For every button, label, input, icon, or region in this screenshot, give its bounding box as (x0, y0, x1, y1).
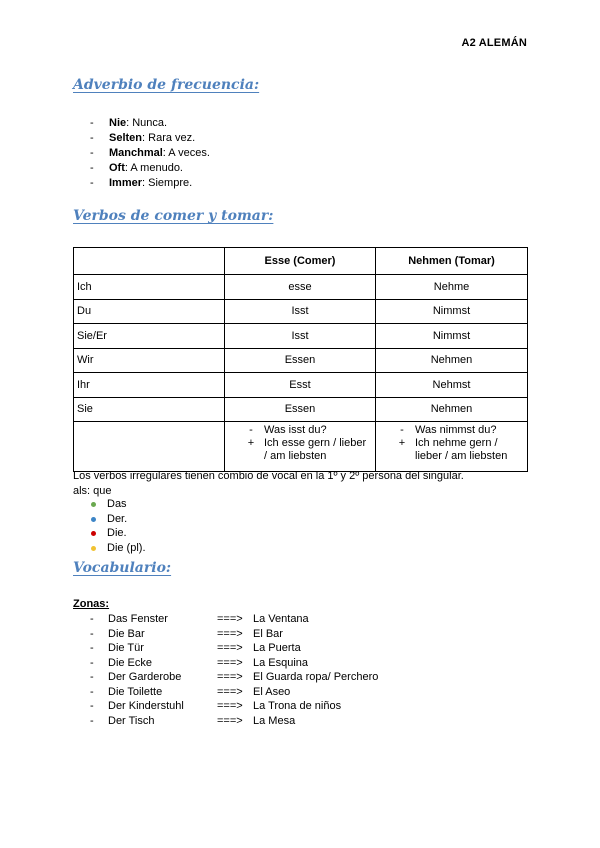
arrow-text: ===> (217, 700, 243, 712)
spanish-word: El Guarda ropa/ Perchero (253, 671, 379, 683)
note-item (397, 437, 524, 463)
note-mark: - (249, 424, 253, 436)
vocabulary-heading: Vocabulario: (73, 560, 172, 576)
note-text: Ich esse gern / lieber / am liebsten (264, 437, 367, 462)
note-item (246, 424, 372, 437)
pronoun-cell: Sie (74, 397, 225, 422)
pronoun-cell: Ich (74, 275, 225, 300)
list-item-meaning: : A menudo. (124, 162, 183, 174)
german-word: Der Garderobe (108, 671, 182, 683)
list-item-meaning: : Rara vez. (142, 132, 196, 144)
list-item (90, 161, 210, 176)
pronoun-cell: Du (74, 299, 225, 324)
table-row (74, 348, 528, 373)
table-header-cell: Nehmen (Tomar) (376, 248, 528, 275)
esse-cell: Esst (225, 373, 376, 398)
note-text: Was isst du? (264, 424, 327, 436)
table-row (74, 373, 528, 398)
esse-cell: Isst (225, 324, 376, 349)
esse-cell: Essen (225, 397, 376, 422)
table-row (74, 324, 528, 349)
arrow-text: ===> (217, 685, 243, 698)
nehmen-cell: Nimmst (376, 324, 528, 349)
arrow-text: ===> (217, 642, 243, 654)
nehmen-notes-cell (376, 422, 528, 472)
spanish-word: El Bar (253, 627, 283, 640)
list-item (90, 146, 210, 161)
german-word: Die Bar (108, 627, 145, 640)
list-item (90, 497, 146, 512)
arrow-text: ===> (217, 627, 243, 640)
article-label: Die (pl). (107, 541, 146, 554)
nehmen-cell: Nehmen (376, 397, 528, 422)
frequency-list (90, 116, 210, 191)
als-label: als: que (73, 485, 112, 497)
note-mark: + (247, 437, 255, 449)
note-item (397, 424, 524, 437)
esse-cell: Isst (225, 299, 376, 324)
list-item-term: Nie (109, 117, 127, 129)
list-item-meaning: : Siempre. (142, 177, 193, 189)
table-row (74, 275, 528, 300)
list-item-term: Oft (109, 162, 125, 174)
german-word: Der Tisch (108, 714, 155, 727)
blue-dot-icon (91, 517, 96, 522)
note-mark: - (400, 424, 404, 436)
german-word: Die Ecke (108, 656, 153, 669)
note-mark: + (398, 437, 406, 449)
list-item (90, 526, 146, 541)
spanish-word: La Ventana (253, 613, 309, 625)
list-item (90, 176, 210, 191)
list-item-term: Manchmal (109, 147, 163, 159)
esse-cell: Essen (225, 348, 376, 373)
irregular-note: Los verbos irregulares tienen combio de vocal en la 1º y 2º persona del singular. (73, 470, 464, 482)
green-dot-icon (91, 502, 96, 507)
list-item-meaning: : Nunca. (126, 117, 168, 129)
table-header-row (74, 248, 528, 275)
list-item (90, 116, 210, 131)
pronoun-cell: Sie/Er (74, 324, 225, 349)
german-word: Die Toilette (108, 685, 163, 698)
list-item-term: Selten (109, 132, 143, 144)
table-header-cell (74, 248, 225, 275)
list-item-meaning: : A veces. (162, 147, 210, 159)
yellow-dot-icon (91, 546, 96, 551)
nehmen-cell: Nimmst (376, 299, 528, 324)
article-label: Das (107, 498, 127, 510)
table-row (74, 397, 528, 422)
list-item (90, 131, 210, 146)
list-item (90, 541, 146, 556)
table-row (74, 299, 528, 324)
note-text: Was nimmst du? (415, 424, 497, 436)
zones-subheading: Zonas: (73, 598, 110, 610)
note-text: Ich nehme gern / lieber / am liebsten (415, 437, 508, 462)
nehmen-cell: Nehme (376, 275, 528, 300)
article-list (90, 497, 146, 555)
arrow-text: ===> (217, 714, 243, 727)
nehmen-cell: Nehmen (376, 348, 528, 373)
table-row (74, 422, 528, 472)
spanish-word: La Esquina (253, 656, 309, 669)
note-item (246, 437, 372, 463)
frequency-heading: Adverbio de frecuencia: (73, 77, 260, 93)
pronoun-cell: Ihr (74, 373, 225, 398)
german-word: Die Tür (108, 642, 144, 654)
page-title: A2 ALEMÁN (461, 37, 527, 49)
article-label: Die. (107, 527, 127, 539)
esse-notes-cell (225, 422, 376, 472)
pronoun-cell: Wir (74, 348, 225, 373)
list-item (90, 512, 146, 527)
empty-cell (74, 422, 225, 472)
table-header-cell: Esse (Comer) (225, 248, 376, 275)
german-word: Der Kinderstuhl (108, 700, 184, 712)
spanish-word: El Aseo (253, 685, 291, 698)
spanish-word: La Mesa (253, 714, 296, 727)
article-label: Der. (107, 512, 128, 525)
spanish-word: La Trona de niños (253, 700, 342, 712)
arrow-text: ===> (217, 671, 243, 683)
arrow-text: ===> (217, 656, 243, 669)
esse-cell: esse (225, 275, 376, 300)
verbs-heading: Verbos de comer y tomar: (73, 208, 274, 224)
arrow-text: ===> (217, 613, 243, 625)
spanish-word: La Puerta (253, 642, 301, 654)
list-item-term: Immer (109, 177, 143, 189)
red-dot-icon (91, 531, 96, 536)
nehmen-cell: Nehmst (376, 373, 528, 398)
german-word: Das Fenster (108, 613, 168, 625)
verb-table (73, 247, 528, 472)
